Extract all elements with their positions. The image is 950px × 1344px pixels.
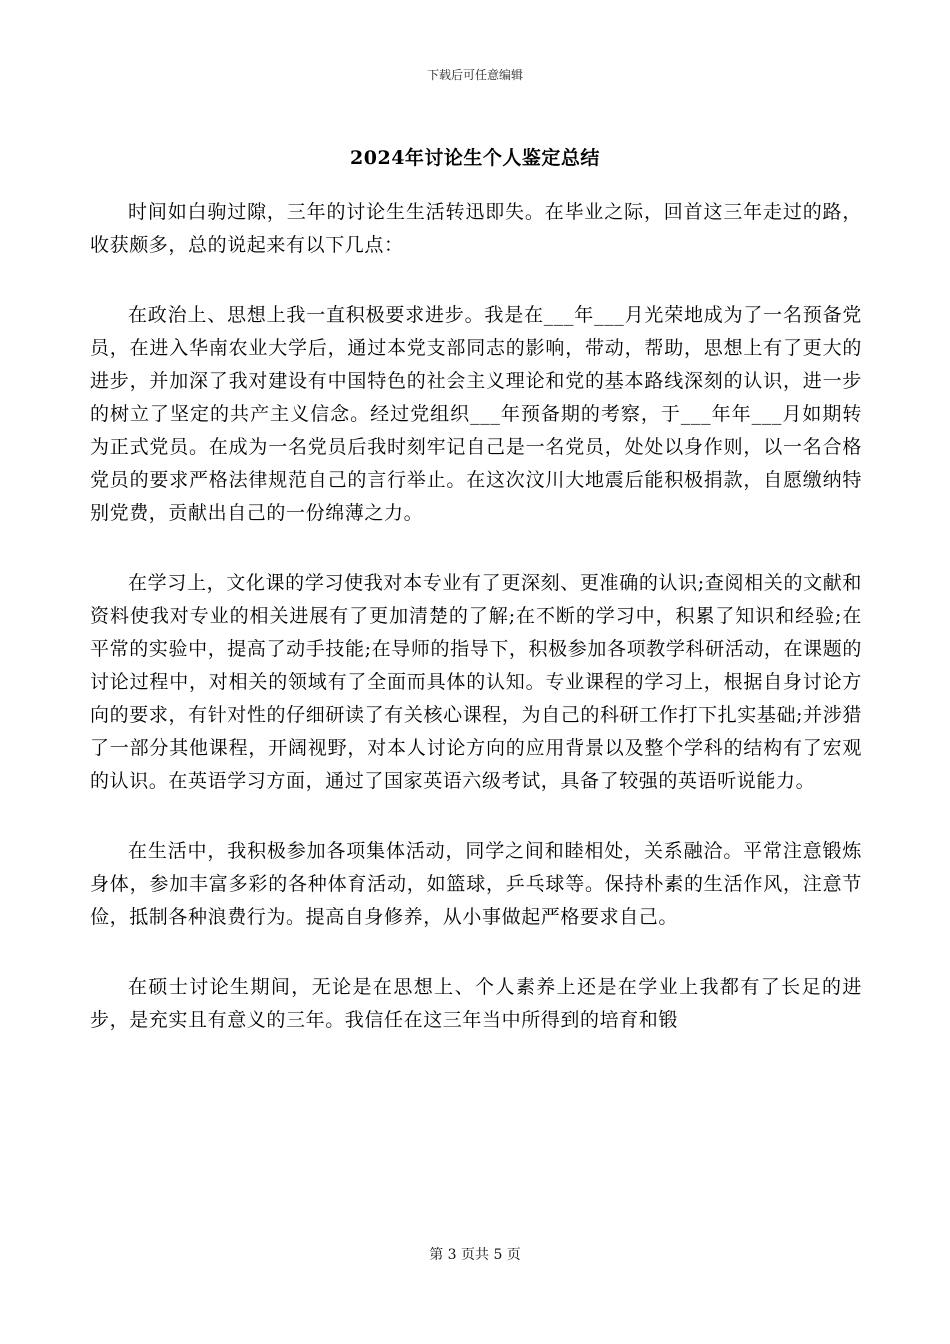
paragraph-intro: 时间如白驹过隙，三年的讨论生生活转迅即失。在毕业之际，回首这三年走过的路，收获颇多，总的说起来有以下几点： bbox=[90, 201, 862, 256]
paragraph-summary: 在硕士讨论生期间，无论是在思想上、个人素养上还是在学业上我都有了长足的进步，是充实且有意义的三年。我信任在这三年当中所得到的培育和锻 bbox=[90, 976, 862, 1031]
paragraph-politics: 在政治上、思想上我一直积极要求进步。我是在___年___月光荣地成为了一名预备党员，在进入华南农业大学后，通过本党支部同志的影响，带动，帮助，思想上有了更大的进步，并加深了我对建设有中国特色的社会主义理论和党的基本路线深刻的认识，进一步的树立了坚定的共产主义信念。经过党组织___年预备期的考察，于___年年___月如期转为正式党员。在成为一名党员后我时刻牢记自己是一名党员，处处以身作则，以一名合格党员的要求严格法律规范自己的言行举止。在这次汶川大地震后能积极捐款，自愿缴纳特别党费，贡献出自己的一份绵薄之力。 bbox=[90, 304, 862, 524]
page-header: 下载后可任意编辑 bbox=[426, 68, 523, 82]
paragraph-life: 在生活中，我积极参加各项集体活动，同学之间和睦相处，关系融洽。平常注意锻炼身体，参加丰富多彩的各种体育活动，如篮球，乒乓球等。保持朴素的生活作风，注意节俭，抵制各种浪费行为。提高自身修养，从小事做起严格要求自己。 bbox=[90, 840, 862, 928]
document-title: 2024年讨论生个人鉴定总结 bbox=[350, 147, 600, 169]
paragraph-study: 在学习上，文化课的学习使我对本专业有了更深刻、更准确的认识;查阅相关的文献和资料使我对专业的相关进展有了更加清楚的了解;在不断的学习中，积累了知识和经验;在平常的实验中，提高了动手技能;在导师的指导下，积极参加各项教学科研活动，在课题的讨论过程中，对相关的领域有了全面而具体的认知。专业课程的学习上，根据自身讨论方向的要求，有针对性的仔细研读了有关核心课程，为自己的科研工作打下扎实基础;并涉猎了一部分其他课程，开阔视野，对本人讨论方向的应用背景以及整个学科的结构有了宏观的认识。在英语学习方面，通过了国家英语六级考试，具备了较强的英语听说能力。 bbox=[90, 572, 862, 792]
page-footer: 第 3 页共 5 页 bbox=[429, 1247, 521, 1263]
document-body bbox=[90, 196, 862, 1074]
